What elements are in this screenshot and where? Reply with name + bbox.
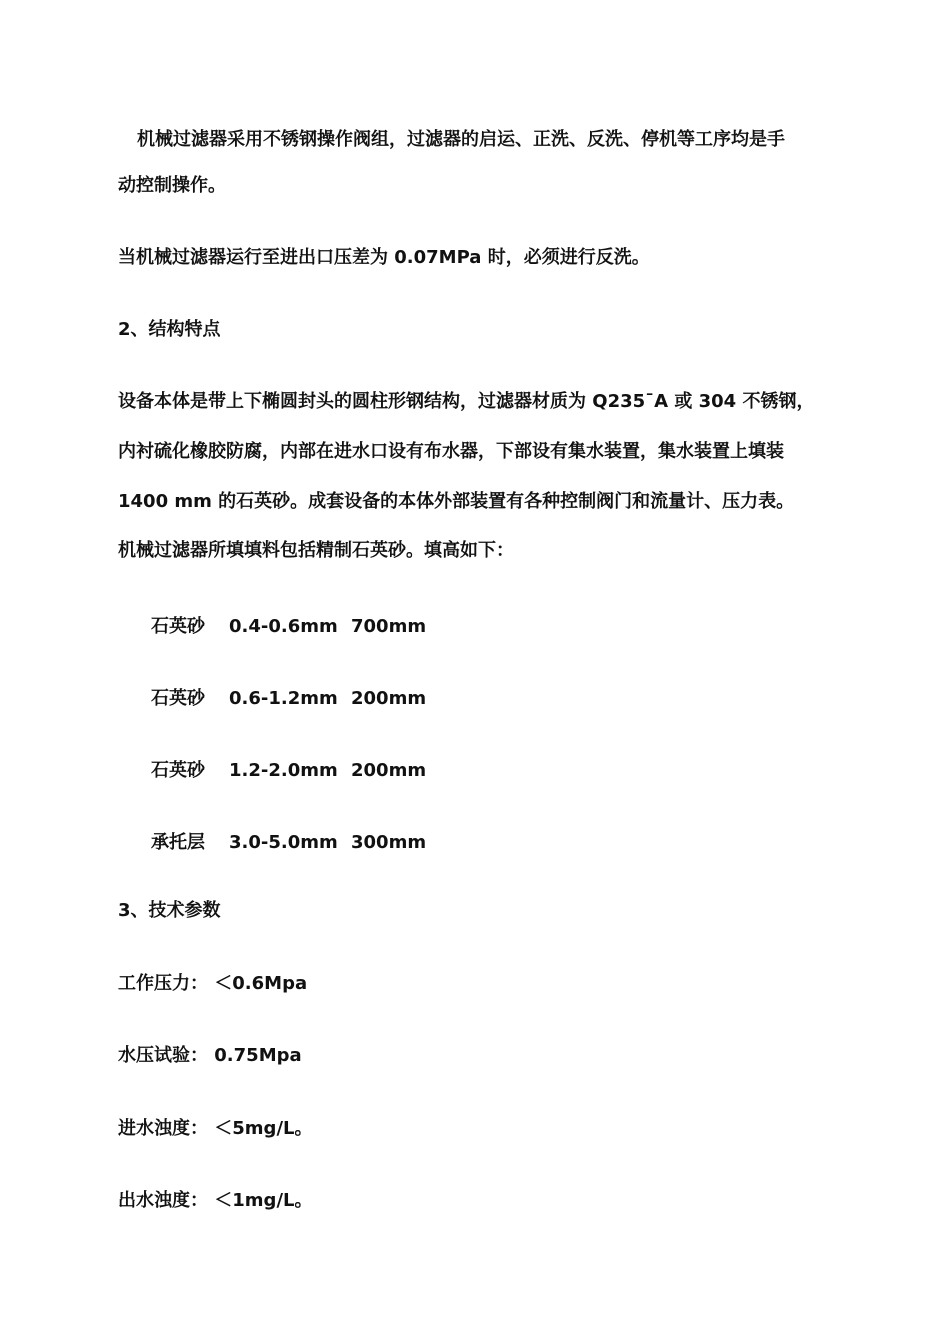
param-row [118, 972, 307, 996]
fill-material: 石英砂 [151, 688, 205, 709]
fill-row [151, 759, 451, 783]
fill-height: 200mm [351, 760, 427, 781]
param-value: ＜5mg/L。 [214, 1118, 313, 1139]
fill-material: 承托层 [151, 832, 205, 853]
param-label: 水压试验： [118, 1045, 208, 1066]
structure-para-line-3: 1400 mm 的石英砂。成套设备的本体外部装置有各种控制阀门和流量计、压力表。 [118, 491, 795, 512]
fill-material: 石英砂 [151, 760, 205, 781]
intro-line-1: 机械过滤器采用不锈钢操作阀组，过滤器的启运、正洗、反洗、停机等工序均是手 [137, 129, 785, 150]
fill-grain-size: 0.6-1.2mm [229, 688, 338, 709]
fill-height: 300mm [351, 832, 427, 853]
param-row [118, 1044, 302, 1068]
param-label: 出水浊度： [118, 1190, 208, 1211]
intro-line-3: 当机械过滤器运行至进出口压差为 0.07MPa 时，必须进行反洗。 [118, 247, 650, 268]
param-label: 工作压力： [118, 973, 208, 994]
structure-para-line-2: 内衬硫化橡胶防腐，内部在进水口设有布水器，下部设有集水装置，集水装置上填装 [118, 441, 784, 462]
fill-row [151, 615, 451, 639]
fill-grain-size: 0.4-0.6mm [229, 616, 338, 637]
fill-row [151, 687, 451, 711]
fill-height: 700mm [351, 616, 427, 637]
fill-material: 石英砂 [151, 616, 205, 637]
fill-row [151, 831, 451, 855]
param-value: 0.75Mpa [214, 1045, 302, 1066]
section-heading-structure: 2、结构特点 [118, 319, 221, 340]
fill-height: 200mm [351, 688, 427, 709]
param-row [118, 1117, 313, 1141]
intro-line-2: 动控制操作。 [118, 175, 226, 196]
param-value: ＜0.6Mpa [214, 973, 308, 994]
param-value: ＜1mg/L。 [214, 1190, 313, 1211]
fill-grain-size: 1.2-2.0mm [229, 760, 338, 781]
structure-para-line-1: 设备本体是带上下椭圆封头的圆柱形钢结构，过滤器材质为 Q235¯A 或 304 不锈钢， [118, 391, 815, 412]
param-label: 进水浊度： [118, 1118, 208, 1139]
param-row [118, 1189, 313, 1213]
structure-para-line-4: 机械过滤器所填填料包括精制石英砂。填高如下： [118, 540, 514, 561]
fill-grain-size: 3.0-5.0mm [229, 832, 338, 853]
section-heading-params: 3、技术参数 [118, 900, 221, 921]
